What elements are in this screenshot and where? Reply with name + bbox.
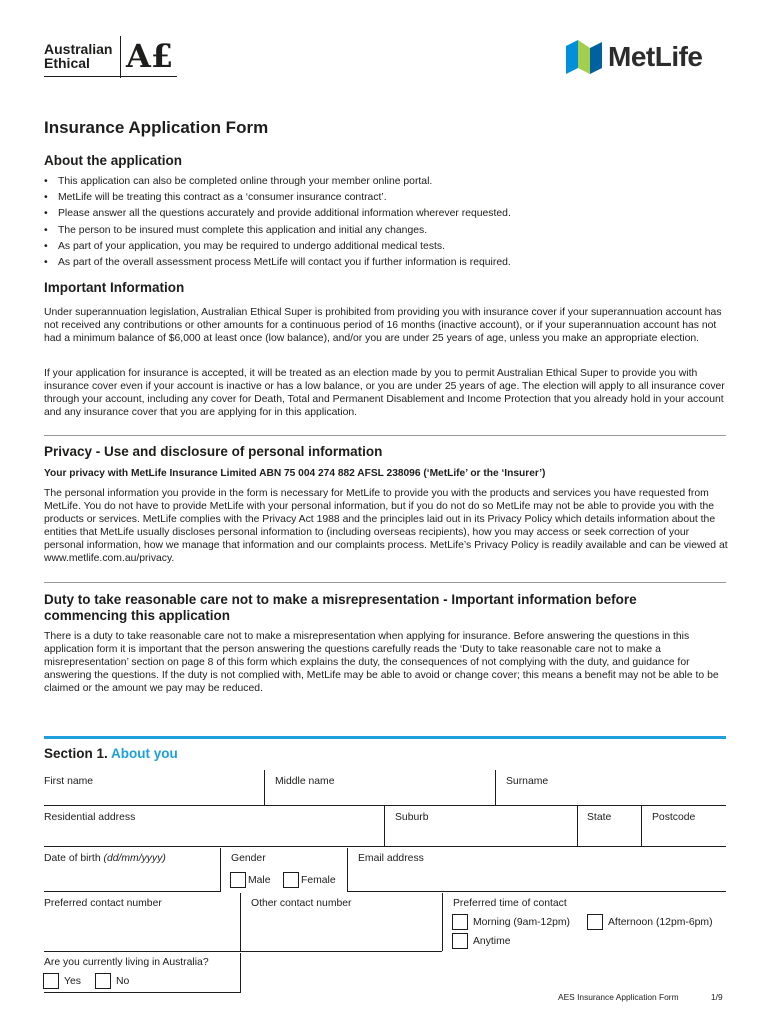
about-heading: About the application (44, 153, 182, 168)
yes-label: Yes (64, 976, 81, 987)
duty-paragraph: There is a duty to take reasonable care not to make a misrepresentation when applying for insurance. Before answering the questions in this application form it is important that the person answering the questions carefully reads the ‘Duty to take reasonable care not to make a misrepresentation’ section on page 8 of this form which explains the duty, the consequences of not complying with the duty, and guidance for answering the questions. If the duty is not complied with, MetLife may be able to avoid or change cover; this means a benefit may not be able to be claimed or the amount we pay may be reduced. (44, 631, 719, 694)
metlife-wordmark: MetLife (608, 41, 703, 72)
privacy-paragraph: The personal information you provide in the form is necessary for MetLife to provide you with the products and services you have requested from MetLife. You do not have to provide MetLife with your personal information, but if you do not do so MetLife may not be able to provide you with the products or services. MetLife complies with the Privacy Act 1988 and the principles laid out in its Privacy Policy which details information about the entities that MetLife usually discloses personal information to (including overseas recipients), how you may access or seek correction of your personal information, how we manage that information and our complaints process. MetLife’s Privacy Policy is readily available and can be viewed at www.metlife.com.au/privacy. (44, 488, 728, 564)
field-divider (641, 806, 642, 846)
ae-logo-divider (120, 36, 121, 78)
living-in-australia-label: Are you currently living in Australia? (44, 957, 209, 968)
female-label: Female (301, 875, 336, 886)
preferred-contact-number-label: Preferred contact number (44, 898, 162, 909)
morning-label: Morning (9am-12pm) (473, 917, 571, 928)
gender-label: Gender (231, 853, 266, 864)
field-divider (384, 806, 385, 846)
residential-address-field[interactable] (44, 846, 726, 847)
important-heading: Important Information (44, 280, 185, 295)
female-checkbox[interactable] (283, 872, 299, 888)
about-bullet-list (44, 174, 734, 271)
section-divider (44, 736, 726, 739)
section-1-title (44, 746, 178, 761)
no-checkbox[interactable] (95, 973, 111, 989)
section-name: About you (111, 746, 178, 761)
page-title: Insurance Application Form (44, 118, 269, 137)
divider (44, 435, 726, 436)
important-paragraph-1: Under superannuation legislation, Australian Ethical Super is prohibited from providing you with insurance cover if your superannuation account has not received any contributions or other amounts for a continuous period of 16 months (inactive account), or if your superannuation account has not had a minimum balance of $6,000 at least once (low balance), and/or you are under 25 years of age, unless you make an appropriate election. (44, 307, 722, 344)
field-divider (577, 806, 578, 846)
field-divider (442, 893, 443, 951)
postcode-label: Postcode (652, 812, 696, 823)
footer-doc-name: AES Insurance Application Form (558, 992, 679, 1002)
surname-label: Surname (506, 776, 549, 787)
list-item: • As part of your application, you may be required to undergo additional medical tests. (44, 239, 734, 255)
field-divider (264, 770, 265, 805)
no-label: No (116, 976, 130, 987)
ae-logo-line1: Australian (44, 41, 113, 57)
ae-logo-line2: Ethical (44, 55, 90, 71)
ae-logo-underline (44, 76, 177, 77)
australian-ethical-logo-text (44, 42, 112, 70)
field-divider (347, 848, 348, 892)
field-divider (240, 893, 241, 951)
first-name-field[interactable] (44, 805, 726, 806)
privacy-subheading: Your privacy with MetLife Insurance Limited ABN 75 004 274 882 AFSL 238096 (‘MetLife’ or the ‘Insurer’) (44, 468, 546, 479)
dob-text: Date of birth (44, 853, 101, 864)
duty-heading (44, 592, 734, 624)
list-item: • This application can also be completed online through your member online portal. (44, 174, 734, 190)
field-divider (495, 770, 496, 805)
yes-checkbox[interactable] (43, 973, 59, 989)
privacy-heading: Privacy - Use and disclosure of personal information (44, 444, 383, 459)
list-item: • MetLife will be treating this contract as a ‘consumer insurance contract’. (44, 190, 734, 206)
other-contact-number-label: Other contact number (251, 898, 352, 909)
date-of-birth-label (44, 853, 166, 864)
afternoon-label: Afternoon (12pm-6pm) (608, 917, 713, 928)
morning-checkbox[interactable] (452, 914, 468, 930)
dob-format: (dd/mm/yyyy) (103, 853, 166, 864)
email-field[interactable] (347, 891, 726, 892)
footer-page-number: 1/9 (711, 992, 723, 1002)
duty-heading-line2: commencing this application (44, 608, 231, 623)
metlife-mark-icon (566, 40, 602, 74)
list-item: • The person to be insured must complete this application and initial any changes. (44, 223, 734, 239)
important-paragraph-2: If your application for insurance is accepted, it will be treated as an election made by you to permit Australian Ethical Super to provide you with insurance cover even if your account is inactive or has a low balance, or you are under 25 years of age. The election will apply to all insurance cover through your account, including any cover for Death, Total and Permanent Disablement and Income Protection that you already hold in your account and any insurance cover that you are applying for in this application. (44, 368, 725, 418)
duty-heading-line1: Duty to take reasonable care not to make a misrepresentation - Important information before (44, 592, 637, 607)
field-divider (240, 953, 241, 993)
divider (44, 582, 726, 583)
preferred-time-label: Preferred time of contact (453, 898, 567, 909)
first-name-label: First name (44, 776, 94, 787)
male-label: Male (248, 875, 271, 886)
ae-logo-mark: A£ (126, 37, 174, 75)
field-divider (220, 848, 221, 892)
section-number: Section 1. (44, 746, 108, 761)
list-item: • Please answer all the questions accurately and provide additional information wherever requested. (44, 206, 734, 222)
middle-name-label: Middle name (275, 776, 335, 787)
list-item: • As part of the overall assessment process MetLife will contact you if further information is required. (44, 255, 734, 271)
date-of-birth-field[interactable] (44, 891, 220, 892)
field-bottom-line (44, 992, 241, 993)
contact-number-fields[interactable] (44, 951, 442, 952)
state-label: State (587, 812, 612, 823)
anytime-label: Anytime (473, 936, 511, 947)
anytime-checkbox[interactable] (452, 933, 468, 949)
residential-address-label: Residential address (44, 812, 136, 823)
male-checkbox[interactable] (230, 872, 246, 888)
email-label: Email address (358, 853, 424, 864)
afternoon-checkbox[interactable] (587, 914, 603, 930)
suburb-label: Suburb (395, 812, 429, 823)
metlife-logo (566, 40, 703, 74)
